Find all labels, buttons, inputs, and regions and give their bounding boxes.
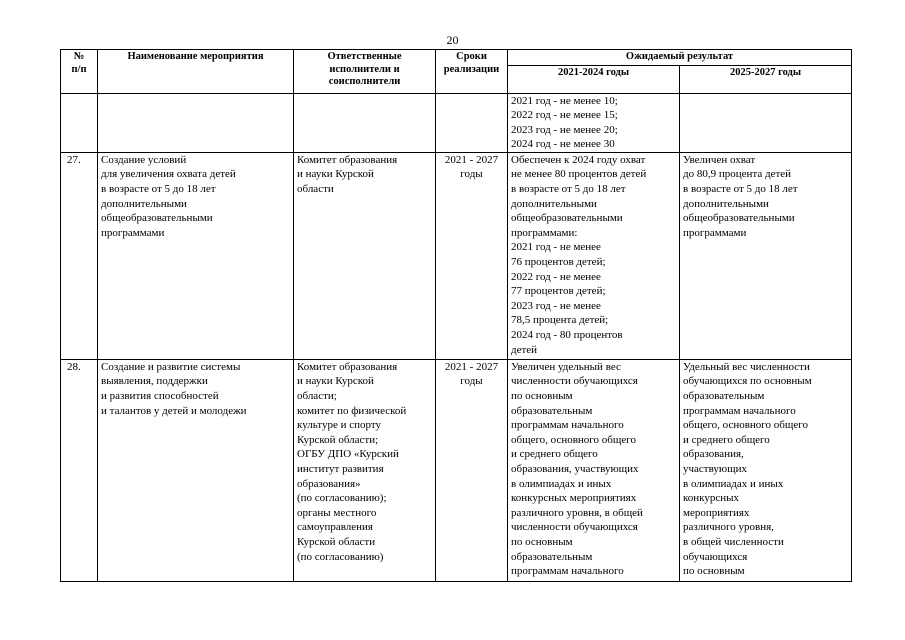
row-terms: 2021 - 2027 годы xyxy=(436,359,508,581)
row-result-2025-2027 xyxy=(680,93,852,152)
row-responsible xyxy=(294,93,436,152)
header-period-2025-2027: 2025-2027 годы xyxy=(680,65,852,93)
row-name: Создание и развитие системы выявления, поддержки и развития способностей и талантов у детей и молодежи xyxy=(98,359,294,581)
page-number: 20 xyxy=(446,33,459,47)
row-name: Создание условий для увеличения охвата детей в возрасте от 5 до 18 лет дополнительными общеобразовательными программами xyxy=(98,152,294,359)
row-responsible: Комитет образования и науки Курской области xyxy=(294,152,436,359)
header-num: № п/п xyxy=(61,50,98,94)
row-num: 28. xyxy=(61,359,98,581)
header-responsible: Ответственные исполнители и соисполнители xyxy=(294,50,436,94)
table-row xyxy=(61,93,852,152)
header-name: Наименование мероприятия xyxy=(98,50,294,94)
row-result-2021-2024: Увеличен удельный вес численности обучающихся по основным образовательным программам начального общего, основного общего и среднего общего образования, участвующих в олимпиадах и иных конкурсных мероприятиях различного уровня, в общей численности обучающихся по основным образовательным программам начального xyxy=(508,359,680,581)
header-period-2021-2024: 2021-2024 годы xyxy=(508,65,680,93)
header-terms: Сроки реализации xyxy=(436,50,508,94)
table-row xyxy=(61,359,852,581)
table-row xyxy=(61,152,852,359)
activities-table xyxy=(60,49,852,582)
header-expected-result: Ожидаемый результат xyxy=(508,50,852,66)
row-result-2025-2027: Увеличен охват до 80,9 процента детей в возрасте от 5 до 18 лет дополнительными общеобразовательными программами xyxy=(680,152,852,359)
row-terms xyxy=(436,93,508,152)
row-responsible: Комитет образования и науки Курской области; комитет по физической культуре и спорту Курской области; ОГБУ ДПО «Курский институт развития образования» (по согласованию); органы местного самоуправления Курской области (по согласованию) xyxy=(294,359,436,581)
row-result-2025-2027: Удельный вес численности обучающихся по основным образовательным программам начального общего, основного общего и среднего общего образования, участвующих в олимпиадах и иных конкурсных мероприятиях различного уровня, в общей численности обучающихся по основным xyxy=(680,359,852,581)
row-num xyxy=(61,93,98,152)
row-result-2021-2024: 2021 год - не менее 10; 2022 год - не менее 15; 2023 год - не менее 20; 2024 год - не менее 30 xyxy=(508,93,680,152)
row-result-2021-2024: Обеспечен к 2024 году охват не менее 80 процентов детей в возрасте от 5 до 18 лет дополнительными общеобразовательными программами: 2021 год - не менее 76 процентов детей; 2022 год - не менее 77 процентов детей; 2023 год - не менее 78,5 процента детей; 2024 год - 80 процентов детей xyxy=(508,152,680,359)
row-terms: 2021 - 2027 годы xyxy=(436,152,508,359)
row-num: 27. xyxy=(61,152,98,359)
row-name xyxy=(98,93,294,152)
